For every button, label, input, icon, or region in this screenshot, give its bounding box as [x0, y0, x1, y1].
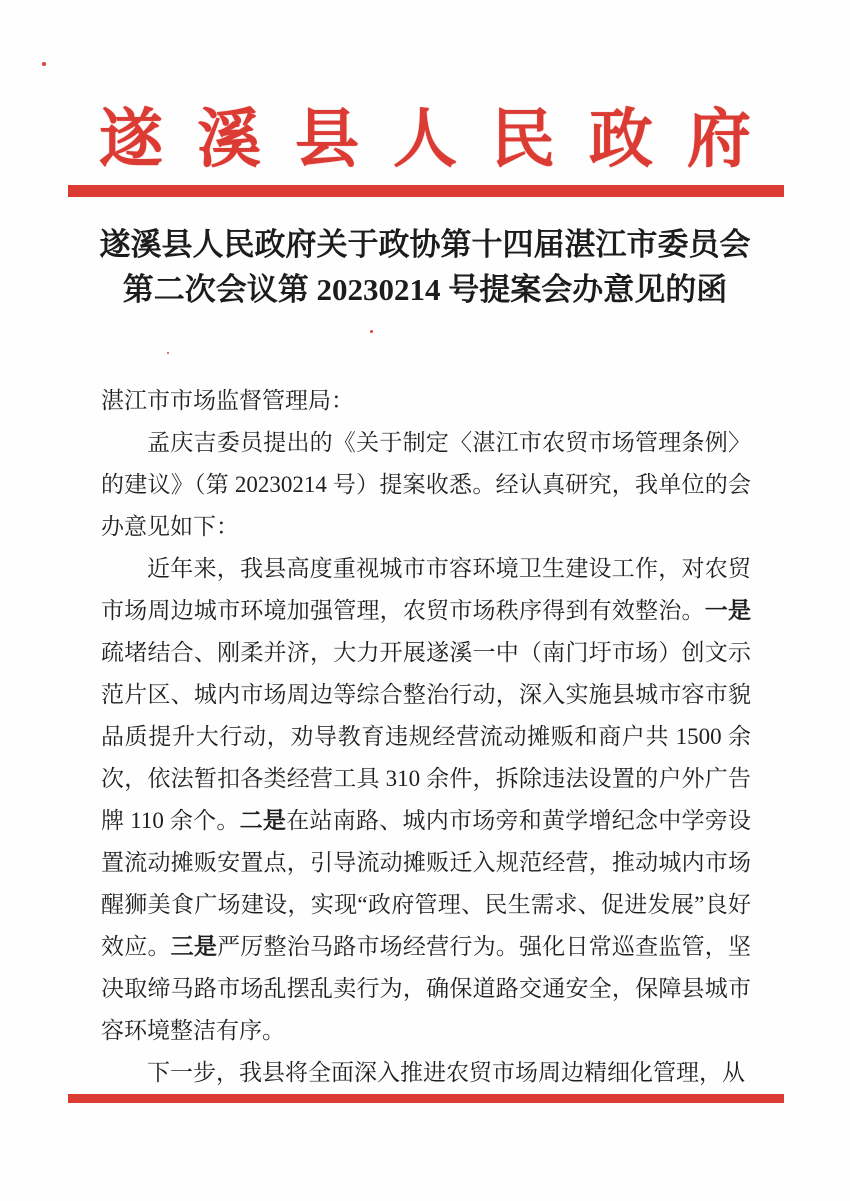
- scan-speck: [167, 352, 169, 354]
- text-run: 在站南路、城内市场旁和黄学增纪念中学旁设置流动摊贩安置点，引导流动摊贩迁入规范经营，推动城内市场醒狮美食广场建设，实现“政府管理、民生需求、促进发展”良好效应。: [101, 808, 752, 959]
- emphasis-run: 二是: [239, 808, 287, 833]
- document-body: [101, 380, 751, 1094]
- document-title: [0, 222, 850, 312]
- body-paragraph: [101, 422, 751, 548]
- body-paragraph: [101, 548, 751, 1052]
- document-title-line-2: 第二次会议第 20230214 号提案会办意见的函: [122, 272, 728, 307]
- text-run: 疏堵结合、刚柔并济，大力开展遂溪一中（南门圩市场）创文示范片区、城内市场周边等综合整治行动，深入实施县城市容市貌品质提升大行动，劝导教育违规经营流动摊贩和商户共 1500 余次，依法暂扣各类经营工具 310 余件，拆除违法设置的户外广告牌 110 余个。: [101, 640, 751, 833]
- text-run: 孟庆吉委员提出的《关于制定〈湛江市农贸市场管理条例〉的建议》（第 20230214 号）提案收悉。经认真研究，我单位的会办意见如下：: [101, 430, 751, 539]
- emphasis-run: 三是: [170, 934, 218, 959]
- body-paragraphs: [101, 422, 751, 1094]
- text-run: 严厉整治马路市场经营行为。强化日常巡查监管，坚决取缔马路市场乱摆乱卖行为，确保道路交通安全，保障县城市容环境整洁有序。: [101, 934, 752, 1043]
- scan-speck: [42, 62, 46, 66]
- document-title-line-1: 遂溪县人民政府关于政协第十四届湛江市委员会: [99, 227, 751, 262]
- recipient-line: 湛江市市场监督管理局：: [101, 388, 354, 413]
- body-paragraph: [101, 1052, 751, 1094]
- text-run: 下一步，我县将全面深入推进农贸市场周边精细化管理，从: [147, 1060, 745, 1085]
- emphasis-run: 一是: [704, 598, 752, 623]
- letterhead-rule: [68, 185, 784, 197]
- text-run: 近年来，我县高度重视城市市容环境卫生建设工作，对农贸市场周边城市环境加强管理，农贸市场秩序得到有效整治。: [101, 556, 751, 623]
- letterhead-org-name: 遂溪县人民政府: [99, 104, 785, 175]
- footer-rule: [68, 1094, 784, 1103]
- scan-speck: [370, 330, 373, 333]
